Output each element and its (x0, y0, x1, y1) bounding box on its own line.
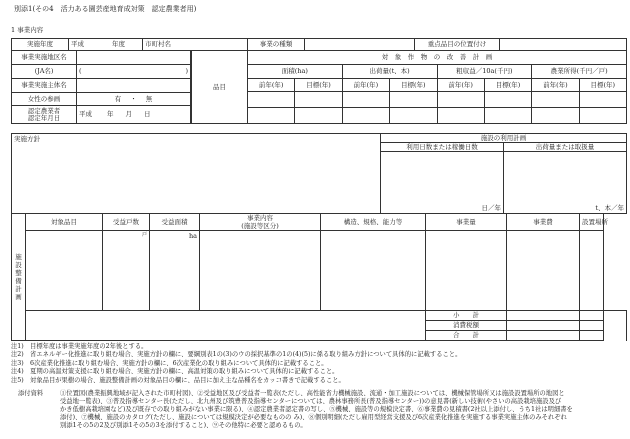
policy-field[interactable]: 実施方針 (12, 134, 381, 214)
total-spacer-right (603, 311, 627, 341)
area-name-label: 事業実施地区名 (12, 51, 77, 65)
improvement-plan-table (191, 50, 627, 124)
note-4: 注4) 夏期の高温対策支援に取り組む場合、実施方針の欄に、高温対策の取り組みについて具体的に記載すること。 (11, 368, 339, 375)
tax-spacer (26, 321, 426, 331)
header-volume: 事業量 (426, 214, 507, 231)
priority-field[interactable] (500, 39, 627, 51)
note-3: 注3) 6次産業化推進に取り組む場合、実施方針の欄に、6次産業化の取り組みについて具体的に記載すること。 (11, 360, 328, 367)
area-name-field[interactable] (77, 51, 191, 65)
income-target: 目標(年) (579, 79, 626, 92)
note-5: 注5) 対象品目が果樹の場合、施設整備計画の対象品目の欄に、品目に加え主な品種名をカッコ書きで記載すること。 (11, 377, 345, 384)
operator-field[interactable] (77, 79, 191, 93)
facility-side-label: 施設整備計画 (12, 214, 26, 341)
households-cell[interactable]: 戸 (103, 231, 150, 311)
cert-label: 認定農業者 認定年月日 (12, 106, 77, 124)
content-cell[interactable] (200, 231, 321, 311)
header-content: 事業内容 (施設等区分) (200, 214, 321, 231)
header-cost: 事業費 (507, 214, 580, 231)
shipment-pre: 前年(年) (342, 79, 389, 92)
revenue-pre: 前年(年) (437, 79, 484, 92)
income-pre-value-2[interactable] (532, 108, 579, 124)
shipment-target-value-2[interactable] (390, 108, 437, 124)
header-location: 設置場所 (580, 214, 604, 231)
income-pre-value[interactable] (532, 92, 579, 108)
shipment-pre-value[interactable] (342, 92, 389, 108)
tax-volume[interactable] (507, 321, 580, 331)
facility-plan-table (11, 213, 627, 341)
area-pre: 前年(年) (248, 79, 295, 92)
tax-cost[interactable] (580, 321, 604, 331)
area-pre-value[interactable] (248, 92, 295, 108)
total-volume[interactable] (507, 331, 580, 341)
shipment-label: 出荷量または取扱量 (504, 143, 627, 152)
header-households: 受益戸数 (103, 214, 150, 231)
operator-label: 事業実施主体名 (12, 79, 77, 93)
attachment-line-3: かき低樹高栽培園など)及び既存での取り組みがない事業に限る)、④認定農業者認定書の写し、⑤機械、施設等の規模決定書、⑥事業費の見積書(2社以上添付し、うち1社は明細書を (60, 406, 573, 413)
total-spacer (26, 331, 426, 341)
income-pre: 前年(年) (532, 79, 579, 92)
area-cell[interactable]: ha (150, 231, 200, 311)
ja-label: (JA名) (12, 65, 77, 79)
header-item: 対象品目 (26, 214, 103, 231)
ja-field[interactable]: ( ) (77, 65, 191, 79)
note-2: 注2) 省エネルギー化推進に取り組む場合、実施方針の欄に、要綱別表1の(3)のウの採択基準の1の(4)(5)に係る取り組み方針について具体的に記載すること。 (11, 351, 462, 358)
priority-label: 重点品目の位置付け (415, 39, 500, 51)
total-cost[interactable] (580, 331, 604, 341)
area-target-value[interactable] (295, 92, 342, 108)
revenue-target-value-2[interactable] (484, 108, 531, 124)
year-field[interactable]: 平成 年度 (69, 39, 143, 51)
location-cell[interactable] (580, 231, 604, 311)
header-structure: 構造、規格、能力等 (321, 214, 426, 231)
shipment-field[interactable]: t、本／年 (504, 152, 627, 214)
area-target-value-2[interactable] (295, 108, 342, 124)
type-field[interactable] (305, 39, 415, 51)
women-label: 女性の参画 (12, 93, 77, 106)
attachments-label: 添付資料 (18, 390, 44, 397)
item-cell[interactable] (26, 231, 103, 311)
revenue-target-value[interactable] (484, 92, 531, 108)
facility-plan-label: 施設の利用計画 (381, 134, 627, 143)
applicant-table (11, 50, 191, 124)
revenue-pre-value[interactable] (437, 92, 484, 108)
total-label: 合 計 (426, 331, 507, 341)
subtotal-spacer (26, 311, 426, 321)
note-1: 注1) 目標年度は事業実施年度の2年後とする。 (11, 343, 148, 350)
income-target-value-2[interactable] (579, 108, 626, 124)
attachment-line-1: ①位置図(農業振興地域が記入された市町村図)、②受益地区及び受益者一覧表(ただし、高性能省力機械施設、流通・加工施設については、機械保管場所又は施設設置場所の地図と (60, 390, 565, 397)
city-field[interactable]: 市町村名 (143, 39, 248, 51)
shipment-target-value[interactable] (390, 92, 437, 108)
shipment-pre-value-2[interactable] (342, 108, 389, 124)
revenue-pre-value-2[interactable] (437, 108, 484, 124)
area-target: 目標(年) (295, 79, 342, 92)
subtotal-cost[interactable] (580, 311, 604, 321)
cost-cell[interactable] (507, 231, 580, 311)
women-field[interactable]: 有 ・ 無 (77, 93, 191, 106)
income-target-value[interactable] (579, 92, 626, 108)
attachment-line-2: 受益地一覧表)、③普及指導センター長(ただし、北九州及び筑豊普及指導センターについては、農林事務所長(普及指導センター))の意見書(新しい技術(やさいの高設栽培施設及び (60, 398, 562, 405)
col-income: 農業所得(千円／戸) (532, 65, 627, 79)
document-title: 別添1(その4 活力ある園芸産地育成対策 認定農業者用) (14, 5, 197, 13)
section-heading: 1 事業内容 (11, 26, 44, 34)
year-label: 実施年度 (12, 39, 69, 51)
usage-days-label: 利用日数または稼働日数 (381, 143, 504, 152)
shipment-target: 目標(年) (390, 79, 437, 92)
type-label: 事業の種類 (248, 39, 305, 51)
col-shipment: 出荷量(t、本) (342, 65, 437, 79)
revenue-target: 目標(年) (484, 79, 531, 92)
area-pre-value-2[interactable] (248, 108, 295, 124)
subtotal-volume[interactable] (507, 311, 580, 321)
subtotal-label: 小 計 (426, 311, 507, 321)
col-area: 面積(ha) (248, 65, 343, 79)
policy-table (11, 133, 627, 214)
volume-cell[interactable] (426, 231, 507, 311)
attachment-line-5: 別添1その5の2及び別添1その5の3を添付すること)、⑨その他特に必要と認めるもの。 (60, 422, 307, 429)
item-label: 品目 (192, 51, 248, 124)
plan-header: 対 象 作 物 の 改 善 計 画 (248, 51, 627, 65)
tax-label: 消費税額 (426, 321, 507, 331)
cert-date-field[interactable]: 平成 年 月 日 (77, 106, 191, 124)
usage-days-field[interactable]: 日／年 (381, 152, 504, 214)
attachment-line-4: 添付)、⑦機械、施設のカタログ(ただし、施設については規模決定が必要なものの み)、⑧個別明細(ただし雇用型経営支援及び6次産業化推進を実施する事業実施主体のみそれぞれ (60, 414, 567, 421)
col-revenue: 粗収益／10a(千円) (437, 65, 532, 79)
header-area: 受益面積 (150, 214, 200, 231)
structure-cell[interactable] (321, 231, 426, 311)
